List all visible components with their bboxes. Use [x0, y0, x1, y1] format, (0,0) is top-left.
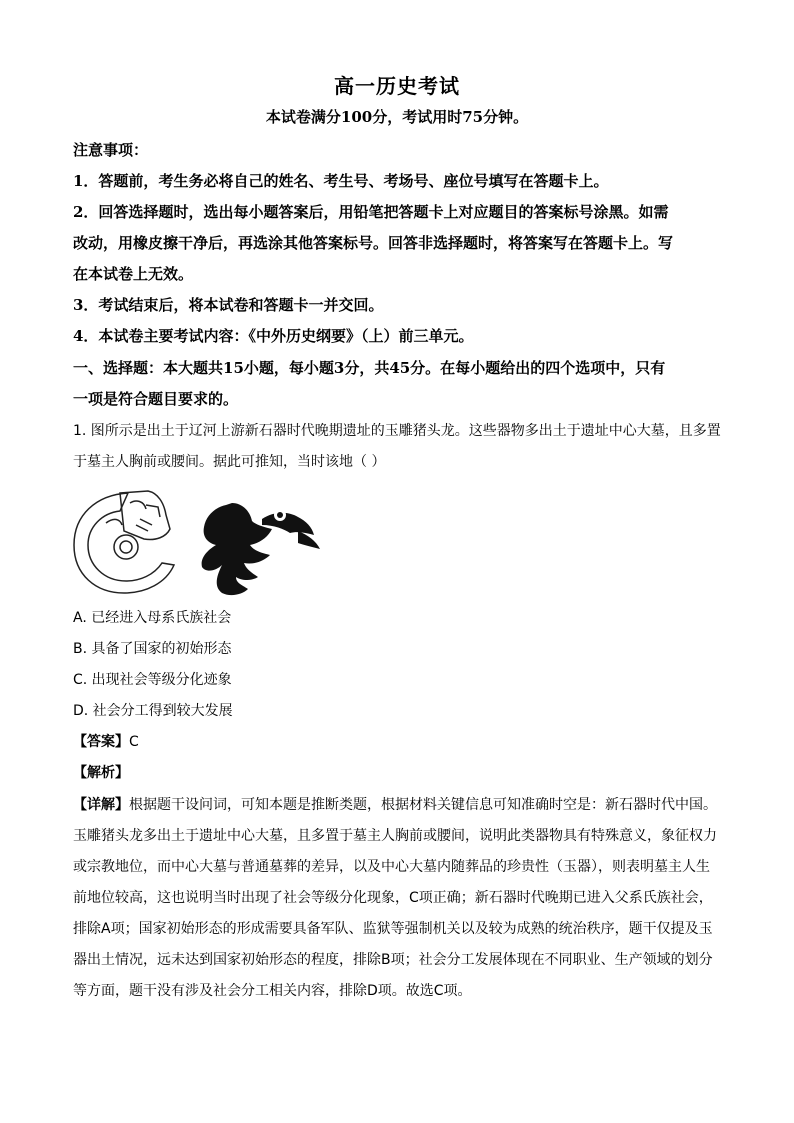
question-1-stem-line-2: 于墓主人胸前或腰间。据此可推知，当时该地（ ） — [73, 454, 386, 470]
option-d: D. 社会分工得到较大发展 — [73, 703, 233, 719]
detail-line-6: 器出土情况，远未达到国家初始形态的程度，排除B项；社会分工发展体现在不同职业、生产领域的划分 — [73, 952, 713, 968]
exam-subtitle: 本试卷满分100分，考试用时75分钟。 — [265, 108, 529, 126]
analysis-tag: 【解析】 — [73, 765, 129, 781]
notice-item-2-line-3: 在本试卷上无效。 — [73, 265, 194, 283]
detail-line-4: 前地位较高，这也说明当时出现了社会等级分化现象，C项正确；新石器时代晚期已进入父系氏族社会， — [73, 890, 713, 906]
notice-item-1: 1．答题前，考生务必将自己的姓名、考生号、考场号、座位号填写在答题卡上。 — [73, 172, 609, 190]
jade-pig-dragon-figure — [66, 485, 336, 600]
detail-text-1: 根据题干设问词，可知本题是推断类题，根据材料关键信息可知准确时空是：新石器时代中国。 — [129, 797, 717, 813]
notice-item-2-line-2: 改动，用橡皮擦干净后，再选涂其他答案标号。回答非选择题时，将答案写在答题卡上。写 — [73, 234, 674, 252]
detail-line-1 — [73, 795, 723, 815]
detail-line-7: 等方面，题干没有涉及社会分工相关内容，排除D项。故选C项。 — [73, 983, 472, 999]
analysis-line — [73, 763, 723, 783]
notice-item-4: 4．本试卷主要考试内容：《中外历史纲要》（上）前三单元。 — [73, 327, 474, 345]
pig-dragon-photo — [202, 503, 320, 595]
notice-item-2-line-1: 2．回答选择题时，选出每小题答案后，用铅笔把答题卡上对应题目的答案标号涂黑。如需 — [73, 203, 669, 221]
detail-line-5: 排除A项；国家初始形态的形成需要具备军队、监狱等强制机关以及较为成熟的统治秩序，题干仅提及玉 — [73, 921, 713, 937]
option-c: C. 出现社会等级分化迹象 — [73, 672, 232, 688]
answer-value: C — [129, 734, 139, 750]
section-heading-line-1: 一、选择题：本大题共15小题，每小题3分，共45分。在每小题给出的四个选项中，只有 — [73, 359, 666, 377]
option-b: B. 具备了国家的初始形态 — [73, 641, 232, 657]
notice-heading: 注意事项： — [73, 141, 149, 159]
answer-tag: 【答案】 — [73, 734, 129, 750]
detail-tag: 【详解】 — [73, 797, 129, 813]
pig-dragon-line-drawing — [74, 491, 174, 593]
question-1-stem-line-1: 1. 图所示是出土于辽河上游新石器时代晚期遗址的玉雕猪头龙。这些器物多出土于遗址中心大墓，且多置 — [73, 423, 721, 439]
detail-line-3: 或宗教地位，而中心大墓与普通墓葬的差异，以及中心大墓内随葬品的珍贵性（玉器），则表明墓主人生 — [73, 859, 710, 875]
answer-line — [73, 732, 723, 752]
detail-line-2: 玉雕猪头龙多出土于遗址中心大墓，且多置于墓主人胸前或腰间，说明此类器物具有特殊意义，象征权力 — [73, 828, 717, 844]
notice-item-3: 3．考试结束后，将本试卷和答题卡一并交回。 — [73, 296, 384, 314]
section-heading-line-2: 一项是符合题目要求的。 — [73, 390, 239, 408]
page-title: 高一历史考试 — [334, 74, 460, 98]
option-a: A. 已经进入母系氏族社会 — [73, 610, 232, 626]
